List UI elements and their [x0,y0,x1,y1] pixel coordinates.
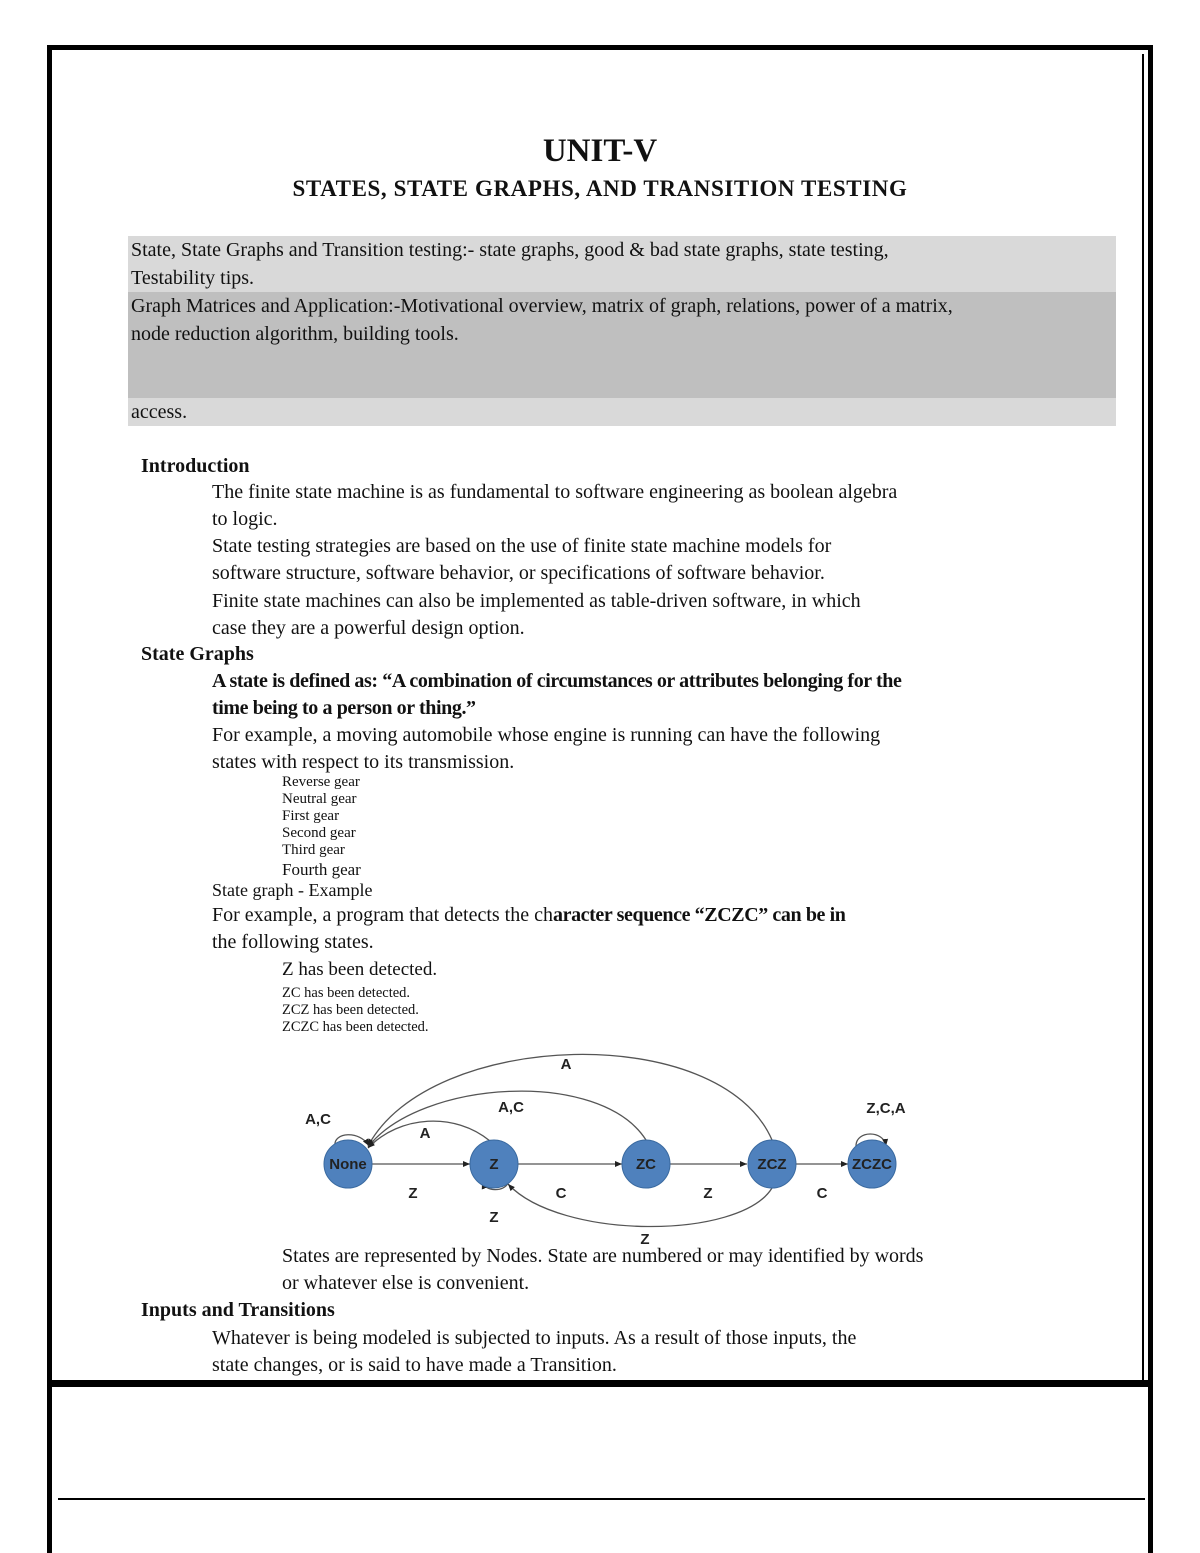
detected-state: ZC has been detected. [282,985,411,1001]
edge-label: Z [408,1185,418,1202]
section-heading-inputs-transitions: Inputs and Transitions [141,1299,335,1321]
edge-zcz-to-z [508,1184,772,1227]
gear-item: First gear [282,808,340,824]
page-subtitle: STATES, STATE GRAPHS, AND TRANSITION TESTING [292,176,908,201]
edge-label: Z [640,1231,650,1248]
nodes-description: States are represented by Nodes. State are numbered or may identified by words [282,1245,924,1267]
gear-item: Second gear [282,825,356,841]
bullet-text: State testing strategies are based on the use of finite state machine models for [212,535,832,557]
program-example-bold: aracter sequence “ZCZC” can be in [553,904,846,926]
section-heading-state-graphs: State Graphs [141,643,254,665]
bullet-text: states with respect to its transmission. [212,751,515,773]
gear-item: Neutral gear [282,791,357,807]
page-title: UNIT-V [542,133,658,169]
edge-label: A [419,1125,431,1142]
node-label-zczc: ZCZC [852,1156,892,1173]
node-label-none: None [329,1156,367,1173]
syllabus-block-2 [128,292,1116,398]
syllabus-line: Graph Matrices and Application:-Motivational overview, matrix of graph, relations, power of a matrix, [131,295,953,317]
bullet-text: state changes, or is said to have made a Transition. [212,1354,617,1376]
detected-state: ZCZ has been detected. [282,1002,419,1018]
edge-label: A,C [498,1099,524,1116]
program-example-plain: For example, a program that detects the ch [212,904,553,926]
syllabus-block-1 [128,236,1116,292]
bullet-text: Finite state machines can also be implemented as table-driven software, in which [212,590,861,612]
graph-example-label: State graph - Example [212,880,373,900]
bullet-text: case they are a powerful design option. [212,617,525,639]
bullet-text: to logic. [212,508,278,530]
bullet-text: For example, a moving automobile whose engine is running can have the following [212,724,881,746]
section-heading-introduction: Introduction [141,455,250,477]
syllabus-line: node reduction algorithm, building tools. [131,323,459,345]
edge-label: Z [703,1185,713,1202]
edge-label: Z,C,A [866,1100,906,1117]
program-example [212,904,846,927]
edge-label: C [555,1185,567,1202]
next-page-frame [47,1384,1153,1553]
node-label-z: Z [489,1156,499,1173]
node-label-zc: ZC [636,1156,656,1173]
bullet-text: software structure, software behavior, or specifications of software behavior. [212,562,825,584]
program-example: the following states. [212,931,374,953]
node-label-zcz: ZCZ [757,1156,787,1173]
syllabus-line: access. [131,401,188,423]
bullet-text: Whatever is being modeled is subjected to inputs. As a result of those inputs, the [212,1327,857,1349]
gear-item: Third gear [282,842,345,858]
detected-state: Z has been detected. [282,959,438,980]
edge-label: Z [489,1209,499,1226]
gear-item: Fourth gear [282,860,361,879]
state-definition: time being to a person or thing.” [212,697,476,719]
state-definition: A state is defined as: “A combination of circumstances or attributes belonging for the [212,670,902,692]
syllabus-line: Testability tips. [131,267,255,289]
syllabus-block-3 [128,398,1116,426]
edge-label: C [816,1185,828,1202]
edge-label: A,C [305,1111,331,1128]
bullet-text: The finite state machine is as fundamental to software engineering as boolean algebra [212,481,898,503]
edge-label: A [560,1056,572,1073]
detected-state: ZCZC has been detected. [282,1019,429,1035]
nodes-description: or whatever else is convenient. [282,1272,530,1294]
gear-item: Reverse gear [282,774,360,790]
syllabus-line: State, State Graphs and Transition testing:- state graphs, good & bad state graphs, state testing, [131,239,889,261]
state-diagram [290,1045,930,1255]
